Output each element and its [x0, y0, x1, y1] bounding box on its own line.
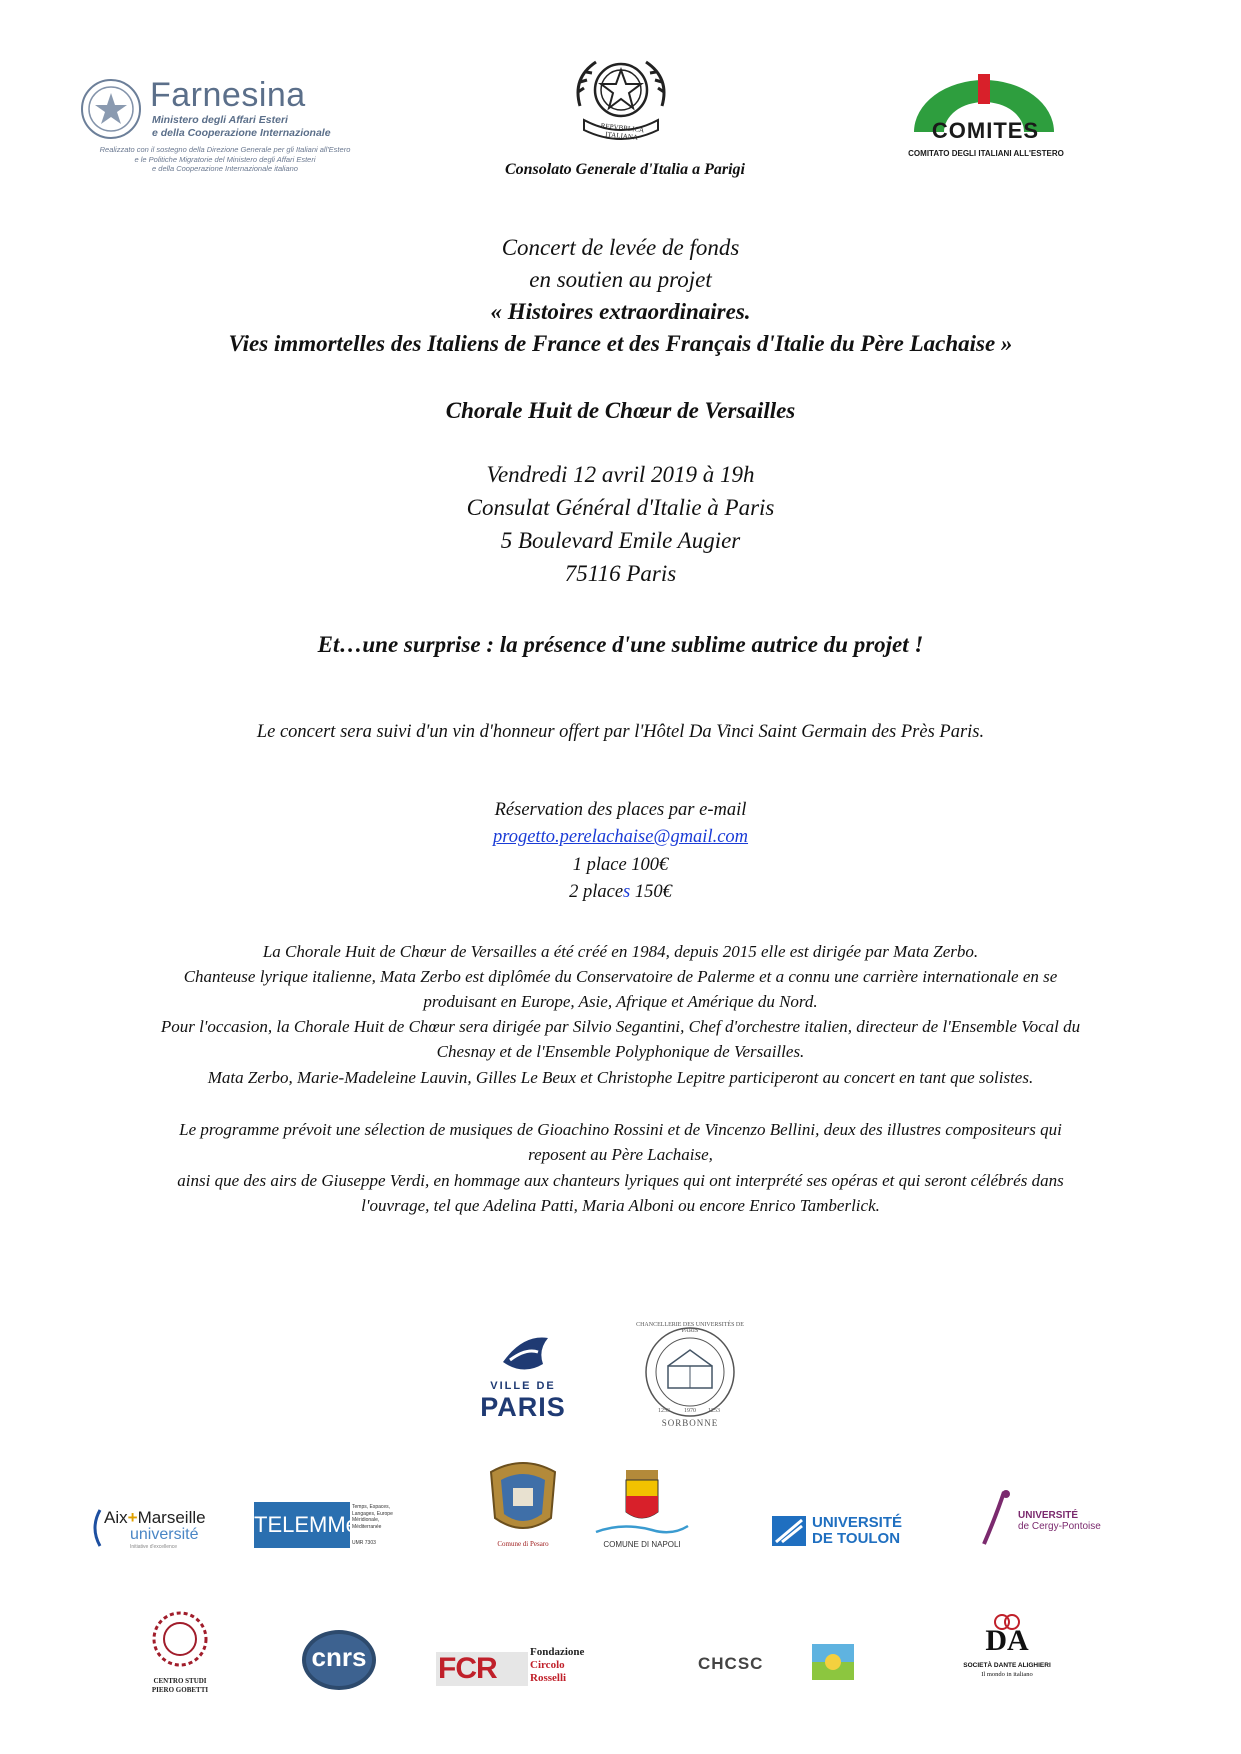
booking-email-row: [0, 827, 1241, 848]
description-line: Chesnay et de l'Ensemble Polyphonique de Versailles.: [436, 1042, 805, 1061]
sorbonne-logo: [630, 1320, 750, 1435]
telemme-umr: UMR 7303: [352, 1540, 376, 1546]
farnesina-note-line: e le Politiche Migratorie del Ministero degli Affari Esteri: [134, 154, 316, 164]
intro-line-1: Concert de levée de fonds: [501, 235, 740, 260]
cergy-line2: de Cergy-Pontoise: [1018, 1521, 1101, 1532]
telemme-description: Temps, Espaces, Langages, Europe Méridionale, Méditerranée: [352, 1504, 393, 1530]
surprise-note: Et…une surprise : la présence d'une sublime autrice du projet !: [317, 632, 924, 657]
comune-di-pesaro-name: Comune di Pesaro: [497, 1540, 549, 1548]
farnesina-subtitle-line: Ministero degli Affari Esteri: [152, 114, 288, 126]
fcr-line1: Fondazione: [530, 1646, 585, 1658]
comune-di-napoli-logo: [592, 1464, 692, 1554]
project-title-2: Vies immortelles des Italiens de France et des Français d'Italie du Père Lachaise »: [228, 331, 1013, 356]
price-two-a: 2 place: [569, 882, 624, 902]
intro-line-2: en soutien au projet: [529, 267, 712, 292]
price-two-b: 150€: [630, 882, 672, 902]
event-date: Vendredi 12 avril 2019 à 19h: [486, 462, 755, 487]
dante-line2: Il mondo in italiano: [981, 1671, 1033, 1678]
booking-label: Réservation des places par e-mail: [494, 800, 747, 820]
ville-de-paris-logo: [468, 1330, 578, 1430]
telemme-name: TELEMMe: [254, 1502, 350, 1548]
aix-word: Aix: [104, 1508, 128, 1527]
societa-dante-alighieri-logo: [952, 1612, 1062, 1684]
program-line: l'ouvrage, tel que Adelina Patti, Maria Alboni ou encore Enrico Tamberlick.: [361, 1196, 880, 1215]
chcsc-logo: [698, 1640, 858, 1686]
price-one: 1 place 100€: [572, 855, 669, 875]
project-title-1: « Histoires extraordinaires.: [490, 299, 751, 324]
sorbonne-ring-text: CHANCELLERIE DES UNIVERSITÉS DE PARIS: [636, 1322, 744, 1334]
cergy-line1: UNIVERSITÉ: [1018, 1510, 1079, 1521]
comune-di-pesaro-logo: [485, 1458, 561, 1552]
aix-marseille-logo: [90, 1504, 230, 1554]
farnesina-note-line: Realizzato con il sostegno della Direzione Generale per gli Italiani all'Estero: [99, 145, 351, 154]
program-line: reposent au Père Lachaise,: [528, 1145, 713, 1164]
dante-mark: DA: [985, 1624, 1029, 1657]
universite-de-toulon-logo: [772, 1510, 922, 1550]
description-line: Pour l'occasion, la Chorale Huit de Chœur sera dirigée par Silvio Segantini, Chef d'orchestre italien, directeur de l'Ensemble Vocal du: [160, 1017, 1081, 1036]
program-line: Le programme prévoit une sélection de musiques de Gioachino Rossini et de Vincenzo Bellini, deux des illustres compositeurs qui: [179, 1120, 1062, 1139]
ville-de-paris-line2: PARIS: [480, 1392, 566, 1422]
fcr-line2: Circolo: [530, 1659, 565, 1671]
description-line: La Chorale Huit de Chœur de Versailles a été créé en 1984, depuis 2015 elle est dirigée par Mata Zerbo.: [262, 942, 979, 961]
aix-marseille-name: [104, 1508, 206, 1528]
sorbonne-right-date: 1253: [708, 1408, 720, 1414]
price-two: [0, 882, 1241, 903]
choir-name: Chorale Huit de Chœur de Versailles: [445, 398, 796, 423]
comune-di-napoli-name: COMUNE DI NAPOLI: [603, 1540, 681, 1549]
description-line: Chanteuse lyrique italienne, Mata Zerbo est diplômée du Conservatoire de Palerme et a connu une carrière internationale en se: [183, 967, 1058, 986]
universite-de-toulon-line1: UNIVERSITÉ: [812, 1514, 903, 1531]
program-line: ainsi que des airs de Giuseppe Verdi, en hommage aux chanteurs lyriques qui ont interprété ses opéras et qui seront célébrés dans: [177, 1171, 1064, 1190]
comites-subtitle: COMITATO DEGLI ITALIANI ALL'ESTERO: [908, 149, 1064, 158]
fondazione-circolo-rosselli-logo: [436, 1642, 606, 1694]
chcsc-name: CHCSC: [698, 1654, 764, 1673]
telemme-logo: [254, 1502, 404, 1550]
sorbonne-left-date: 1253: [658, 1408, 670, 1414]
booking-email-link[interactable]: progetto.perelachaise@gmail.com: [492, 827, 749, 847]
description-line: produisant en Europe, Asie, Afrique et Amérique du Nord.: [423, 992, 818, 1011]
fcr-line3: Rosselli: [530, 1672, 567, 1684]
farnesina-subtitle-line: e della Cooperazione Internazionale: [152, 127, 331, 139]
comites-name: COMITES: [931, 118, 1040, 143]
gobetti-line2: PIERO GOBETTI: [151, 1686, 209, 1694]
description-line: Mata Zerbo, Marie-Madeleine Lauvin, Gilles Le Beux et Christophe Lepitre participeront au concert en tant que solistes.: [207, 1068, 1034, 1087]
dante-line1: SOCIETÀ DANTE ALIGHIERI: [963, 1662, 1051, 1669]
cnrs-name: cnrs: [311, 1642, 367, 1672]
event-street: 5 Boulevard Emile Augier: [500, 528, 741, 553]
universite-de-toulon-line2: DE TOULON: [812, 1530, 901, 1547]
event-city: 75116 Paris: [564, 561, 677, 586]
emblem-ribbon-text: REPVBBLICA ITALIANA: [600, 121, 645, 142]
sorbonne-name: SORBONNE: [661, 1418, 719, 1428]
universite-cergy-pontoise-logo: [982, 1488, 1122, 1548]
farnesina-name: Farnesina: [150, 76, 306, 114]
sorbonne-year: 1970: [684, 1408, 696, 1414]
reception-note: Le concert sera suivi d'un vin d'honneur offert par l'Hôtel Da Vinci Saint Germain des Près Paris.: [256, 722, 985, 742]
farnesina-note-line: e della Cooperazione Internazionale italiano: [152, 164, 298, 173]
consolato-label: Consolato Generale d'Italia a Parigi: [504, 161, 745, 178]
ville-de-paris-line1: VILLE DE: [490, 1380, 556, 1392]
centro-studi-piero-gobetti-logo: [140, 1605, 220, 1697]
aix-universite: université: [130, 1526, 199, 1543]
cnrs-logo: [300, 1628, 378, 1692]
farnesina-emblem: [80, 78, 142, 140]
aix-tagline: Initiative d'excellence: [130, 1544, 178, 1550]
event-venue: Consulat Général d'Italie à Paris: [466, 495, 775, 520]
farnesina-subtitle: [152, 114, 331, 140]
price-two-s: s: [623, 882, 631, 902]
farnesina-note: [80, 145, 370, 174]
gobetti-line1: CENTRO STUDI: [153, 1677, 207, 1685]
fcr-mark: FCR: [438, 1652, 497, 1685]
marseille-word: Marseille: [137, 1508, 206, 1527]
plus-icon: +: [127, 1508, 138, 1527]
